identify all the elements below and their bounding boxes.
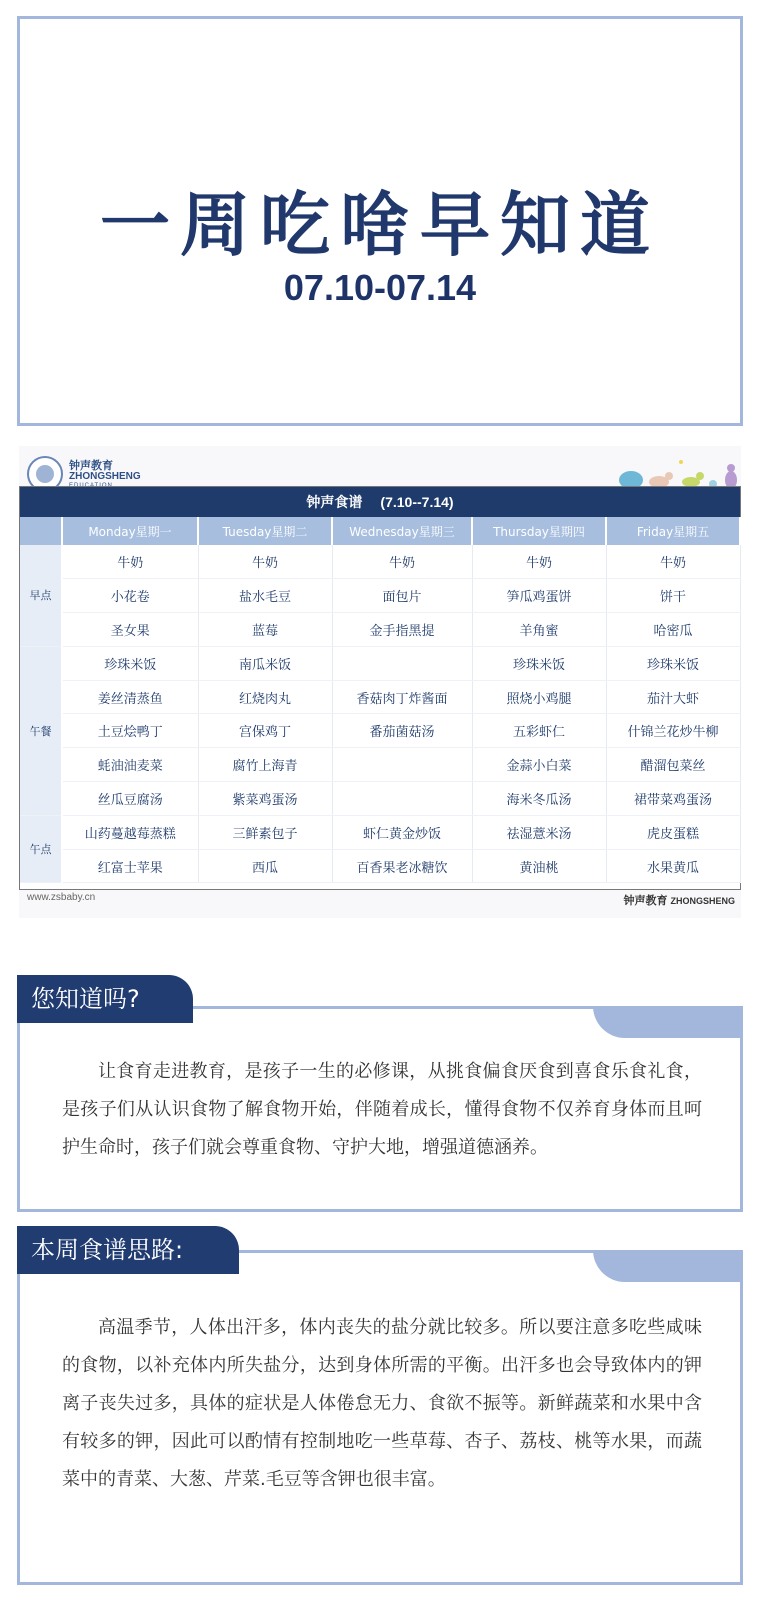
table-cell: 黄油桃 bbox=[472, 849, 606, 883]
day-header-row bbox=[20, 517, 740, 545]
table-cell: 哈密瓜 bbox=[606, 613, 740, 647]
table-row bbox=[20, 579, 740, 613]
table-row bbox=[20, 748, 740, 782]
table-cell: 西瓜 bbox=[198, 849, 332, 883]
table-cell: 腐竹上海青 bbox=[198, 748, 332, 782]
menu-ideas-tag: 本周食谱思路: bbox=[17, 1226, 239, 1274]
table-cell: 面包片 bbox=[332, 579, 472, 613]
day-header-wed: Wednesday星期三 bbox=[332, 517, 472, 545]
table-cell: 牛奶 bbox=[472, 545, 606, 579]
table-cell: 水果黄瓜 bbox=[606, 849, 740, 883]
table-cell: 醋溜包菜丝 bbox=[606, 748, 740, 782]
table-cell: 宫保鸡丁 bbox=[198, 714, 332, 748]
menu-ideas-text: 高温季节，人体出汗多，体内丧失的盐分就比较多。所以要注意多吃些咸味的食物，以补充体内所失盐分，达到身体所需的平衡。出汗多也会导致体内的钾离子丧失过多，具体的症状是人体倦怠无力、食欲不振等。新鲜蔬菜和水果中含有较多的钾，因此可以酌情有控制地吃一些草莓、杏子、荔枝、桃等水果，而蔬菜中的青菜、大葱、芹菜.毛豆等含钾也很丰富。 bbox=[62, 1317, 702, 1490]
table-cell: 牛奶 bbox=[332, 545, 472, 579]
table-cell: 海米冬瓜汤 bbox=[472, 782, 606, 816]
table-cell: 圣女果 bbox=[62, 613, 198, 647]
table-cell: 牛奶 bbox=[198, 545, 332, 579]
table-cell: 五彩虾仁 bbox=[472, 714, 606, 748]
table-cell: 番茄菌菇汤 bbox=[332, 714, 472, 748]
menu-card bbox=[19, 446, 741, 918]
table-cell bbox=[332, 646, 472, 680]
day-header-fri: Friday星期五 bbox=[606, 517, 740, 545]
footer-brand-en: ZHONGSHENG bbox=[670, 896, 735, 906]
brand-name-cn: 钟声教育 bbox=[69, 459, 113, 472]
menu-title: 钟声食谱 bbox=[306, 495, 363, 511]
table-row bbox=[20, 782, 740, 816]
menu-title-range: (7.10--7.14) bbox=[380, 494, 454, 510]
table-cell: 山药蔓越莓蒸糕 bbox=[62, 815, 198, 849]
did-you-know-text: 让食育走进教育，是孩子一生的必修课，从挑食偏食厌食到喜食乐食礼食，是孩子们从认识食物了解食物开始，伴随着成长，懂得食物不仅养育身体而且呵护生命时，孩子们就会尊重食物、守护大地，增强道德涵养。 bbox=[62, 1061, 702, 1158]
meal-label-afternoon: 午点 bbox=[20, 815, 62, 883]
table-cell: 茄汁大虾 bbox=[606, 680, 740, 714]
hero-banner bbox=[17, 16, 743, 426]
corner-decoration bbox=[593, 1250, 743, 1282]
table-cell: 土豆烩鸭丁 bbox=[62, 714, 198, 748]
table-cell: 虾仁黄金炒饭 bbox=[332, 815, 472, 849]
table-cell: 香菇肉丁炸酱面 bbox=[332, 680, 472, 714]
table-cell: 盐水毛豆 bbox=[198, 579, 332, 613]
table-cell: 蚝油油麦菜 bbox=[62, 748, 198, 782]
corner-decoration bbox=[593, 1006, 743, 1038]
table-cell: 蓝莓 bbox=[198, 613, 332, 647]
table-row bbox=[20, 815, 740, 849]
date-range: 07.10-07.14 bbox=[283, 267, 477, 308]
website-url: www.zsbaby.cn bbox=[27, 892, 96, 903]
table-row bbox=[20, 849, 740, 883]
day-header-tue: Tuesday星期二 bbox=[198, 517, 332, 545]
table-cell: 红烧肉丸 bbox=[198, 680, 332, 714]
table-cell: 裙带菜鸡蛋汤 bbox=[606, 782, 740, 816]
table-cell: 珍珠米饭 bbox=[472, 646, 606, 680]
table-cell: 珍珠米饭 bbox=[62, 646, 198, 680]
table-cell: 金手指黑提 bbox=[332, 613, 472, 647]
table-cell: 笋瓜鸡蛋饼 bbox=[472, 579, 606, 613]
table-row bbox=[20, 646, 740, 680]
page-title: 一周吃啥早知道 bbox=[100, 184, 660, 266]
table-cell: 牛奶 bbox=[606, 545, 740, 579]
did-you-know-tag: 您知道吗? bbox=[17, 975, 193, 1023]
table-cell: 红富士苹果 bbox=[62, 849, 198, 883]
day-header-thu: Thursday星期四 bbox=[472, 517, 606, 545]
table-cell: 南瓜米饭 bbox=[198, 646, 332, 680]
table-cell: 小花卷 bbox=[62, 579, 198, 613]
table-cell: 金蒜小白菜 bbox=[472, 748, 606, 782]
table-cell: 祛湿薏米汤 bbox=[472, 815, 606, 849]
menu-grid bbox=[20, 517, 741, 883]
menu-table bbox=[19, 486, 741, 890]
table-row bbox=[20, 714, 740, 748]
table-cell: 虎皮蛋糕 bbox=[606, 815, 740, 849]
table-cell: 照烧小鸡腿 bbox=[472, 680, 606, 714]
table-cell: 牛奶 bbox=[62, 545, 198, 579]
footer-brand bbox=[623, 892, 735, 908]
table-cell: 羊角蜜 bbox=[472, 613, 606, 647]
table-cell: 饼干 bbox=[606, 579, 740, 613]
table-cell: 什锦兰花炒牛柳 bbox=[606, 714, 740, 748]
table-cell: 珍珠米饭 bbox=[606, 646, 740, 680]
table-row bbox=[20, 680, 740, 714]
table-cell: 三鲜素包子 bbox=[198, 815, 332, 849]
table-cell bbox=[332, 782, 472, 816]
table-row bbox=[20, 545, 740, 579]
day-header-mon: Monday星期一 bbox=[62, 517, 198, 545]
table-row bbox=[20, 613, 740, 647]
menu-ideas-card bbox=[17, 1250, 743, 1585]
meal-label-morning: 早点 bbox=[20, 545, 62, 646]
table-cell: 丝瓜豆腐汤 bbox=[62, 782, 198, 816]
did-you-know-card bbox=[17, 1006, 743, 1212]
corner-header-cell bbox=[20, 517, 62, 545]
footer-brand-cn: 钟声教育 bbox=[623, 894, 668, 907]
table-cell bbox=[332, 748, 472, 782]
brand-name-en: ZHONGSHENG bbox=[69, 471, 141, 482]
meal-label-lunch: 午餐 bbox=[20, 646, 62, 815]
table-cell: 姜丝清蒸鱼 bbox=[62, 680, 198, 714]
table-cell: 百香果老冰糖饮 bbox=[332, 849, 472, 883]
table-cell: 紫菜鸡蛋汤 bbox=[198, 782, 332, 816]
menu-title-bar bbox=[20, 487, 740, 517]
